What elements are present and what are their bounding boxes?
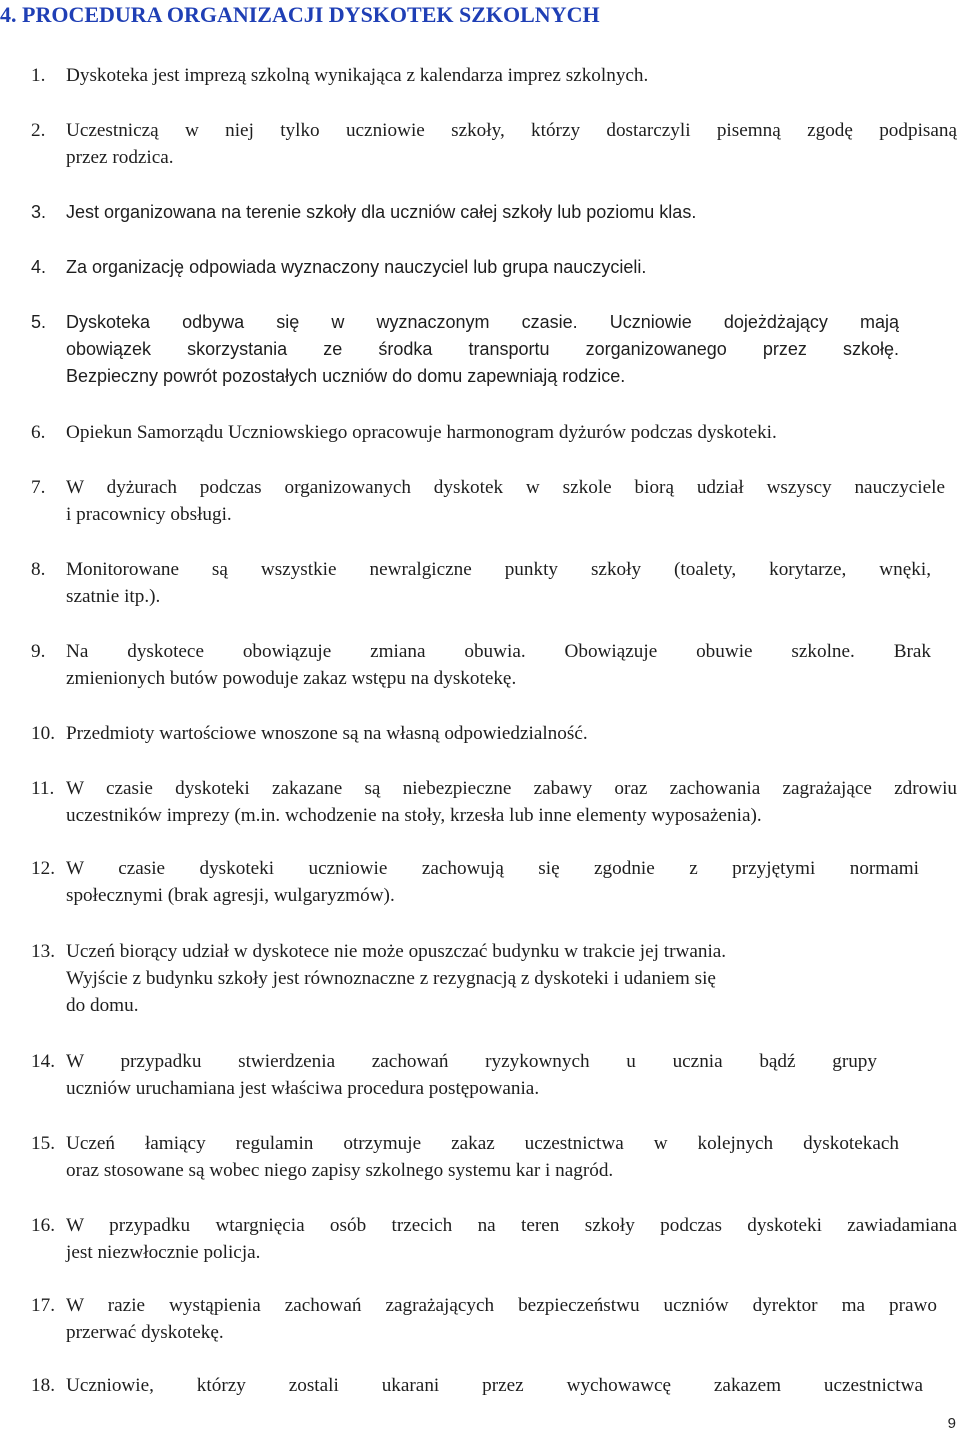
item-text-line: Uczniowie, którzy zostali ukarani przez wychowawcę zakazem uczestnictwa [66, 1375, 923, 1396]
item-text-line: W czasie dyskoteki uczniowie zachowują się zgodnie z przyjętymi normami [66, 858, 919, 879]
list-item [31, 474, 957, 528]
list-item [31, 199, 957, 226]
item-number: 1. [31, 65, 46, 86]
item-number: 17. [31, 1295, 55, 1316]
item-text-line: do domu. [66, 995, 139, 1016]
item-text-line: uczniów uruchamiana jest właściwa procedura postępowania. [66, 1078, 540, 1099]
item-number: 9. [31, 641, 46, 662]
item-text-line: Monitorowane są wszystkie newralgiczne punkty szkoły (toalety, korytarze, wnęki, [66, 559, 931, 580]
item-text-line: Jest organizowana na terenie szkoły dla uczniów całej szkoły lub poziomu klas. [66, 202, 697, 222]
list-item [31, 419, 957, 446]
list-item [31, 1292, 957, 1346]
item-text-line: uczestników imprezy (m.in. wchodzenie na stoły, krzesła lub inne elementy wyposażenia). [66, 805, 762, 826]
item-number: 12. [31, 858, 55, 879]
item-text-line: przez rodzica. [66, 147, 174, 168]
item-text-line: Uczeń biorący udział w dyskotece nie może opuszczać budynku w trakcie jej trwania. [66, 941, 727, 962]
item-text-line: Uczestniczą w niej tylko uczniowie szkoły, którzy dostarczyli pisemną zgodę podpisaną [66, 120, 957, 141]
list-item [31, 556, 957, 610]
item-text-line: Dyskoteka odbywa się w wyznaczonym czasie. Uczniowie dojeżdżający mają [66, 312, 899, 332]
list-item [31, 1372, 957, 1399]
list-item [31, 720, 957, 747]
item-text-line: przerwać dyskotekę. [66, 1322, 224, 1343]
section-heading: 4. PROCEDURA ORGANIZACJI DYSKOTEK SZKOLNYCH [0, 2, 600, 27]
item-text-line: i pracownicy obsługi. [66, 504, 232, 525]
list-item [31, 855, 957, 909]
item-text-line: szatnie itp.). [66, 586, 161, 607]
item-number: 14. [31, 1051, 55, 1072]
item-text-line: zmienionych butów powoduje zakaz wstępu na dyskotekę. [66, 668, 517, 689]
item-text-line: W przypadku wtargnięcia osób trzecich na teren szkoły podczas dyskoteki zawiadamiana [66, 1215, 957, 1236]
item-text-line: społecznymi (brak agresji, wulgaryzmów). [66, 885, 395, 906]
list-item [31, 775, 957, 829]
item-text-line: W dyżurach podczas organizowanych dyskotek w szkole biorą udział wszyscy nauczyciele [66, 477, 945, 498]
item-text-line: Bezpieczny powrót pozostałych uczniów do domu zapewniają rodzice. [66, 366, 626, 386]
item-number: 15. [31, 1133, 55, 1154]
item-number: 3. [31, 202, 47, 222]
list-item [31, 1048, 957, 1102]
item-text-line: W przypadku stwierdzenia zachowań ryzykownych u ucznia bądź grupy [66, 1051, 877, 1072]
item-number: 2. [31, 120, 46, 141]
item-text-line: Przedmioty wartościowe wnoszone są na własną odpowiedzialność. [66, 723, 588, 744]
list-item [31, 638, 957, 692]
item-text-line: Na dyskotece obowiązuje zmiana obuwia. Obowiązuje obuwie szkolne. Brak [66, 641, 931, 662]
item-number: 7. [31, 477, 46, 498]
item-text-line: W razie wystąpienia zachowań zagrażających bezpieczeństwu uczniów dyrektor ma prawo [66, 1295, 937, 1316]
page-number: 9 [947, 1415, 956, 1432]
item-text-line: W czasie dyskoteki zakazane są niebezpieczne zabawy oraz zachowania zagrażające zdrowiu [66, 778, 957, 799]
item-number: 8. [31, 559, 46, 580]
item-number: 11. [31, 778, 55, 799]
item-text-line: Za organizację odpowiada wyznaczony nauczyciel lub grupa nauczycieli. [66, 257, 647, 277]
item-number: 16. [31, 1215, 55, 1236]
item-text-line: Opiekun Samorządu Uczniowskiego opracowuje harmonogram dyżurów podczas dyskoteki. [66, 422, 777, 443]
list-item [31, 1212, 957, 1266]
item-text-line: oraz stosowane są wobec niego zapisy szkolnego systemu kar i nagród. [66, 1160, 614, 1181]
list-item [31, 62, 957, 89]
item-text-line: Uczeń łamiący regulamin otrzymuje zakaz uczestnictwa w kolejnych dyskotekach [66, 1133, 899, 1154]
list-item [31, 117, 957, 171]
item-number: 18. [31, 1375, 55, 1396]
item-text-line: jest niezwłocznie policja. [66, 1242, 261, 1263]
item-number: 10. [31, 723, 55, 744]
item-number: 5. [31, 312, 47, 332]
list-item [31, 309, 957, 390]
item-text-line: obowiązek skorzystania ze środka transportu zorganizowanego przez szkołę. [66, 339, 899, 359]
item-number: 6. [31, 422, 46, 443]
item-text-line: Dyskoteka jest imprezą szkolną wynikająca z kalendarza imprez szkolnych. [66, 65, 649, 86]
item-text-line: Wyjście z budynku szkoły jest równoznaczne z rezygnacją z dyskoteki i udaniem się [66, 968, 716, 989]
list-item [31, 938, 957, 1019]
item-number: 4. [31, 257, 47, 277]
list-item [31, 254, 957, 281]
item-number: 13. [31, 941, 55, 962]
list-item [31, 1130, 957, 1184]
